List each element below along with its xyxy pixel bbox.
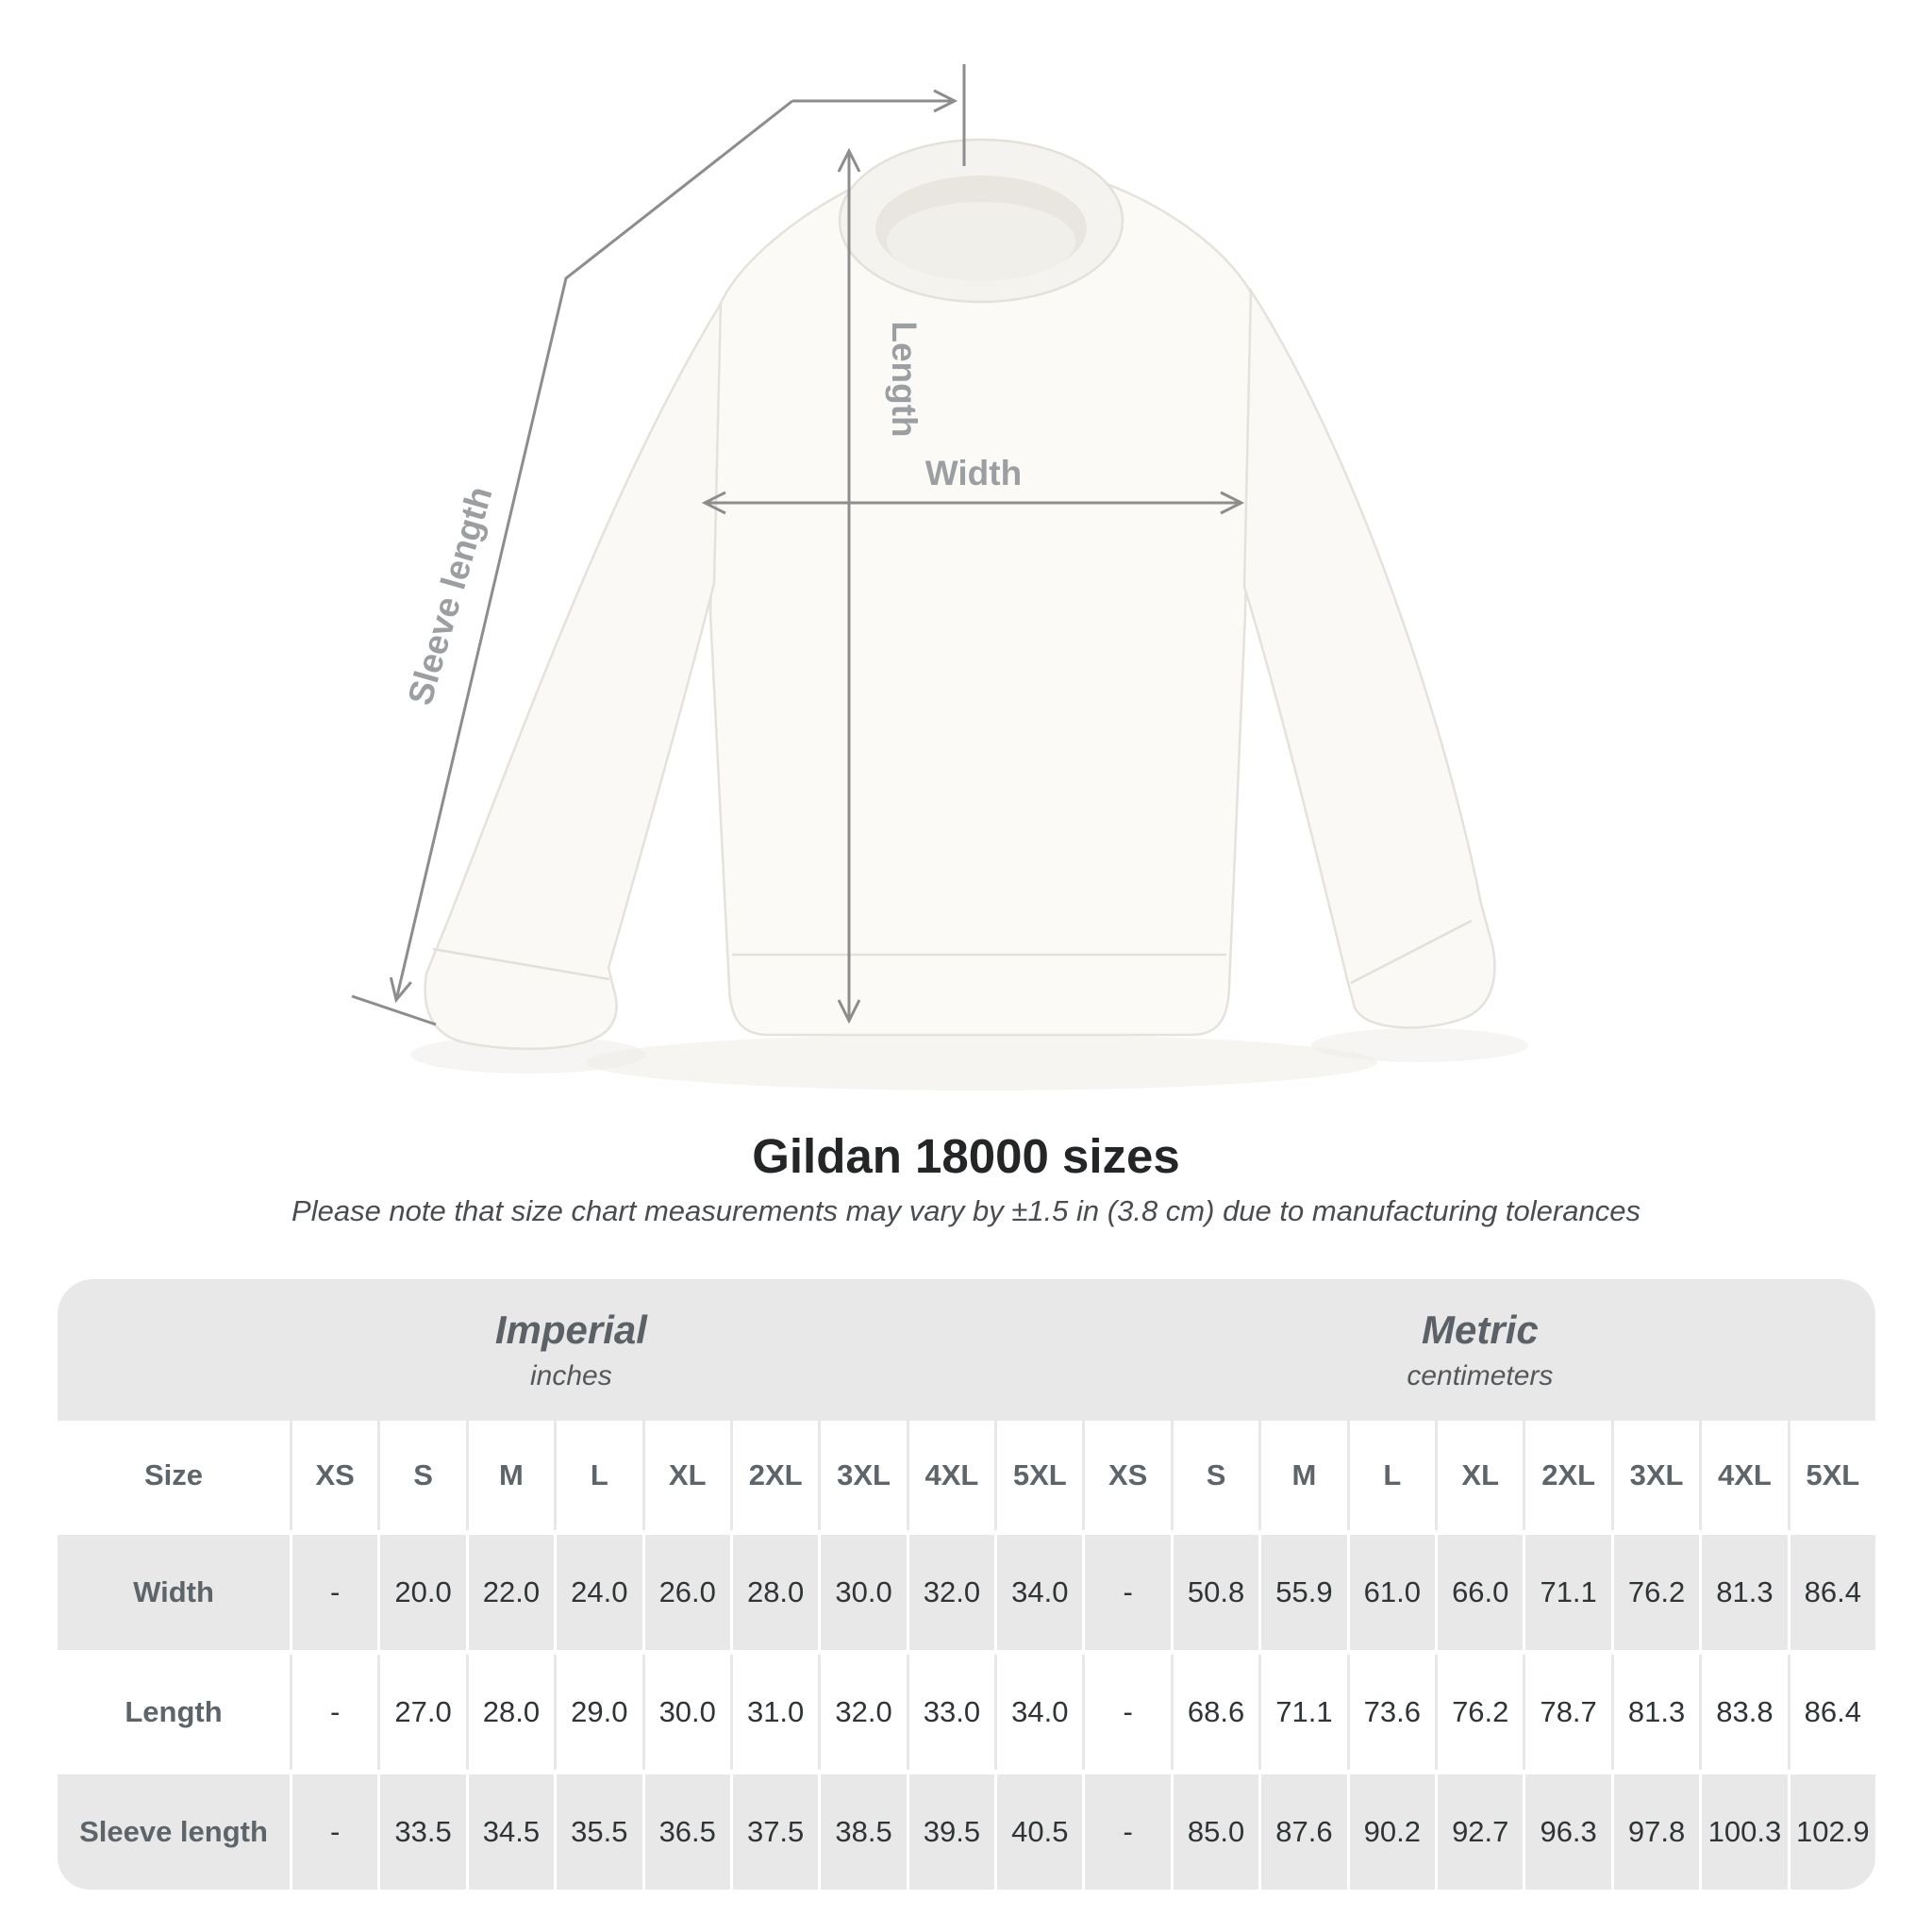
size-col-header: XL: [1438, 1421, 1523, 1530]
size-col-header: 2XL: [733, 1421, 818, 1530]
size-col-header: S: [380, 1421, 465, 1530]
page-title: Gildan 18000 sizes: [752, 1129, 1180, 1183]
size-col-header: XS: [292, 1421, 377, 1530]
size-col-header: M: [1261, 1421, 1346, 1530]
value-cell: 73.6: [1350, 1655, 1435, 1770]
value-cell: 71.1: [1261, 1655, 1346, 1770]
value-cell: 76.2: [1438, 1655, 1523, 1770]
imperial-group-unit: inches: [530, 1360, 612, 1391]
size-col-header: L: [1350, 1421, 1435, 1530]
value-cell: 83.8: [1702, 1655, 1787, 1770]
value-cell: -: [292, 1774, 377, 1890]
value-cell: 97.8: [1614, 1774, 1699, 1890]
value-cell: -: [1085, 1655, 1170, 1770]
value-cell: 27.0: [380, 1655, 465, 1770]
value-cell: 37.5: [733, 1774, 818, 1890]
row-label: Width: [58, 1535, 290, 1650]
value-cell: 90.2: [1350, 1774, 1435, 1890]
value-cell: 100.3: [1702, 1774, 1787, 1890]
value-cell: 78.7: [1525, 1655, 1610, 1770]
value-cell: 68.6: [1174, 1655, 1258, 1770]
value-cell: 33.5: [380, 1774, 465, 1890]
value-cell: 66.0: [1438, 1535, 1523, 1650]
value-cell: 102.9: [1790, 1774, 1875, 1890]
value-cell: 30.0: [645, 1655, 730, 1770]
value-cell: 32.0: [821, 1655, 906, 1770]
value-cell: 34.5: [469, 1774, 554, 1890]
value-cell: 50.8: [1174, 1535, 1258, 1650]
value-cell: 76.2: [1614, 1535, 1699, 1650]
value-cell: -: [1085, 1535, 1170, 1650]
size-col-header: 4XL: [1702, 1421, 1787, 1530]
value-cell: 28.0: [733, 1535, 818, 1650]
sweatshirt-left-sleeve: [425, 304, 721, 1049]
size-col-header: 3XL: [821, 1421, 906, 1530]
value-cell: 36.5: [645, 1774, 730, 1890]
value-cell: 20.0: [380, 1535, 465, 1650]
value-cell: -: [1085, 1774, 1170, 1890]
row-sleeve-length: [58, 1774, 1875, 1890]
ground-shadow: [585, 1034, 1377, 1091]
row-label: Sleeve length: [58, 1774, 290, 1890]
metric-group-header: [1085, 1279, 1875, 1421]
value-cell: 39.5: [909, 1774, 994, 1890]
value-cell: 35.5: [557, 1774, 641, 1890]
value-cell: 81.3: [1614, 1655, 1699, 1770]
size-column-header: Size: [58, 1421, 290, 1530]
sweatshirt-right-sleeve: [1244, 291, 1494, 1027]
size-col-header: 5XL: [997, 1421, 1082, 1530]
tolerance-note: Please note that size chart measurements may vary by ±1.5 in (3.8 cm) due to manufacturing tolerances: [291, 1194, 1641, 1227]
size-col-header: M: [469, 1421, 554, 1530]
value-cell: 24.0: [557, 1535, 641, 1650]
value-cell: 32.0: [909, 1535, 994, 1650]
value-cell: 40.5: [997, 1774, 1082, 1890]
unit-group-band: [58, 1279, 1875, 1421]
value-cell: 28.0: [469, 1655, 554, 1770]
value-cell: 87.6: [1261, 1774, 1346, 1890]
right-cuff-shadow: [1311, 1028, 1528, 1062]
value-cell: 81.3: [1702, 1535, 1787, 1650]
value-cell: 71.1: [1525, 1535, 1610, 1650]
value-cell: 33.0: [909, 1655, 994, 1770]
imperial-group-name: Imperial: [494, 1307, 647, 1352]
value-cell: 61.0: [1350, 1535, 1435, 1650]
value-cell: 31.0: [733, 1655, 818, 1770]
value-cell: -: [292, 1655, 377, 1770]
value-cell: 86.4: [1790, 1655, 1875, 1770]
value-cell: 34.0: [997, 1535, 1082, 1650]
value-cell: 30.0: [821, 1535, 906, 1650]
value-cell: 38.5: [821, 1774, 906, 1890]
size-col-header: XS: [1085, 1421, 1170, 1530]
row-length: [58, 1655, 1875, 1770]
width-label: Width: [924, 454, 1023, 492]
size-col-header: XL: [645, 1421, 730, 1530]
value-cell: 26.0: [645, 1535, 730, 1650]
value-cell: 86.4: [1790, 1535, 1875, 1650]
size-col-header: 4XL: [909, 1421, 994, 1530]
size-col-header: S: [1174, 1421, 1258, 1530]
value-cell: 29.0: [557, 1655, 641, 1770]
table-header-row: [58, 1421, 1875, 1530]
row-width: [58, 1535, 1875, 1650]
value-cell: 92.7: [1438, 1774, 1523, 1890]
metric-group-name: Metric: [1422, 1307, 1539, 1352]
row-label: Length: [58, 1655, 290, 1770]
metric-group-unit: centimeters: [1407, 1360, 1554, 1391]
value-cell: -: [292, 1535, 377, 1650]
value-cell: 34.0: [997, 1655, 1082, 1770]
length-label: Length: [885, 321, 924, 438]
sleeve-measure-tick: [352, 996, 436, 1024]
size-col-header: 2XL: [1525, 1421, 1610, 1530]
collar-back: [887, 202, 1075, 281]
size-table: [58, 1279, 1875, 1890]
imperial-group-header: [58, 1279, 1085, 1421]
size-col-header: L: [557, 1421, 641, 1530]
value-cell: 85.0: [1174, 1774, 1258, 1890]
size-col-header: 3XL: [1614, 1421, 1699, 1530]
value-cell: 96.3: [1525, 1774, 1610, 1890]
value-cell: 55.9: [1261, 1535, 1346, 1650]
value-cell: 22.0: [469, 1535, 554, 1650]
size-col-header: 5XL: [1790, 1421, 1875, 1530]
sleeve-length-label: Sleeve length: [400, 482, 500, 709]
